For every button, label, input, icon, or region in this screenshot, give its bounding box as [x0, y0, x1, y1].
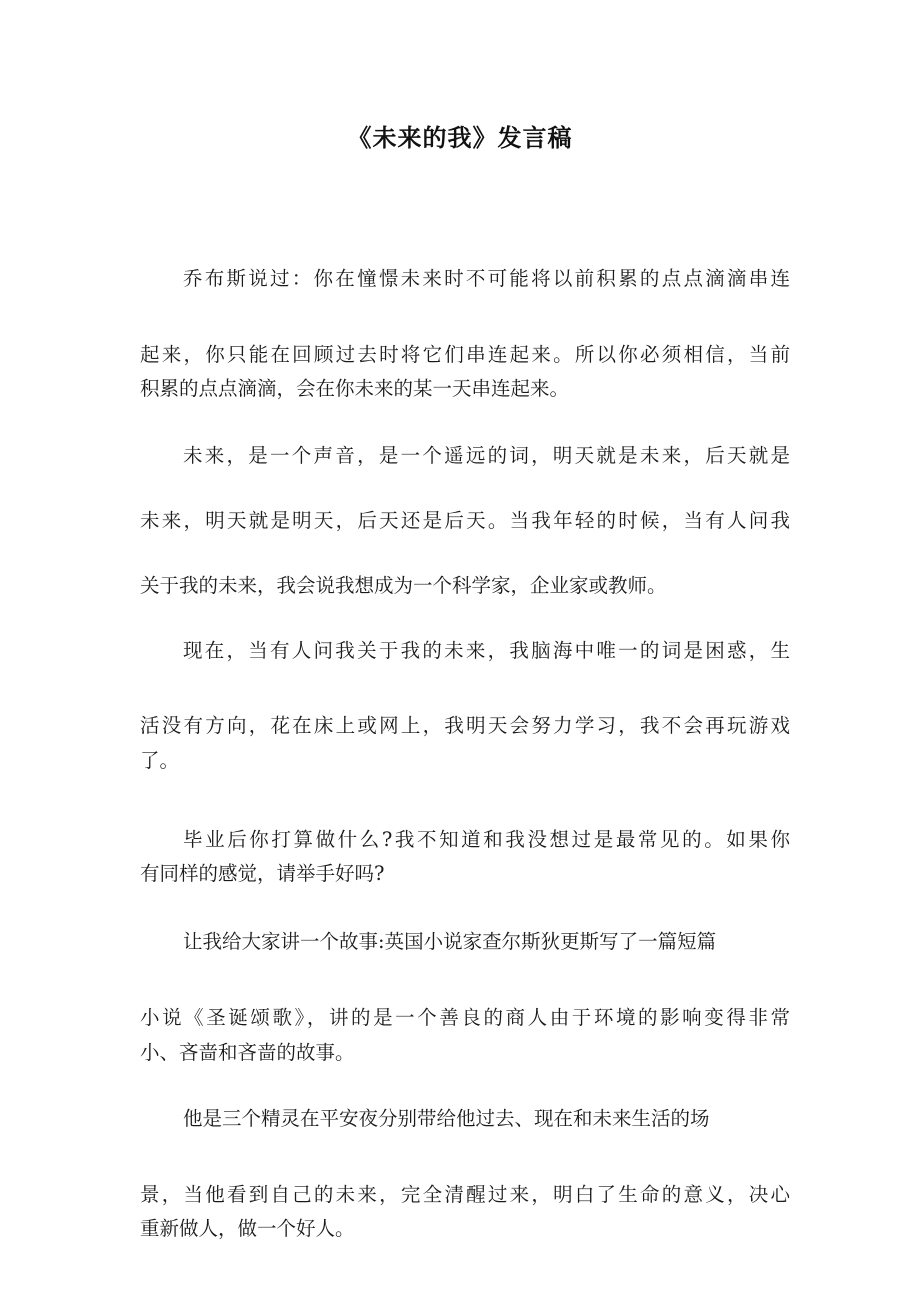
paragraph-2-line-2: 未来，明天就是明天，后天还是后天。当我年轻的时候，当有人问我	[140, 509, 790, 532]
paragraph-2-line-3: 关于我的未来，我会说我想成为一个科学家，企业家或教师。	[140, 574, 667, 597]
paragraph-5-line-2: 小说《圣诞颂歌》，讲的是一个善良的商人由于环境的影响变得非常	[140, 1006, 790, 1029]
paragraph-5-line-3: 小、吝啬和吝啬的故事。	[140, 1041, 355, 1064]
paragraph-5-line-1: 让我给大家讲一个故事:英国小说家查尔斯狄更斯写了一篇短篇	[183, 930, 717, 953]
paragraph-6-line-2: 景，当他看到自己的未来，完全清醒过来，明白了生命的意义，决心	[140, 1183, 790, 1206]
paragraph-6-line-3: 重新做人，做一个好人。	[140, 1217, 355, 1240]
paragraph-4-line-2: 有同样的感觉，请举手好吗?	[140, 862, 385, 885]
paragraph-3-line-3: 了。	[140, 749, 180, 772]
paragraph-4-line-1: 毕业后你打算做什么?我不知道和我没想过是最常见的。如果你	[183, 828, 790, 851]
paragraph-3-line-2: 活没有方向，花在床上或网上，我明天会努力学习，我不会再玩游戏	[140, 714, 790, 737]
paragraph-1-line-2: 起来，你只能在回顾过去时将它们串连起来。所以你必须相信，当前	[140, 343, 790, 366]
paragraph-1-line-3: 积累的点点滴滴，会在你未来的某一天串连起来。	[140, 377, 570, 400]
paragraph-2-line-1: 未来，是一个声音，是一个遥远的词，明天就是未来，后天就是	[183, 444, 790, 467]
paragraph-3-line-1: 现在，当有人问我关于我的未来，我脑海中唯一的词是困惑，生	[183, 639, 790, 662]
paragraph-6-line-1: 他是三个精灵在平安夜分别带给他过去、现在和未来生活的场	[183, 1107, 710, 1130]
document-title: 《未来的我》发言稿	[347, 124, 573, 152]
paragraph-1-line-1: 乔布斯说过：你在憧憬未来时不可能将以前积累的点点滴滴串连	[183, 267, 790, 290]
